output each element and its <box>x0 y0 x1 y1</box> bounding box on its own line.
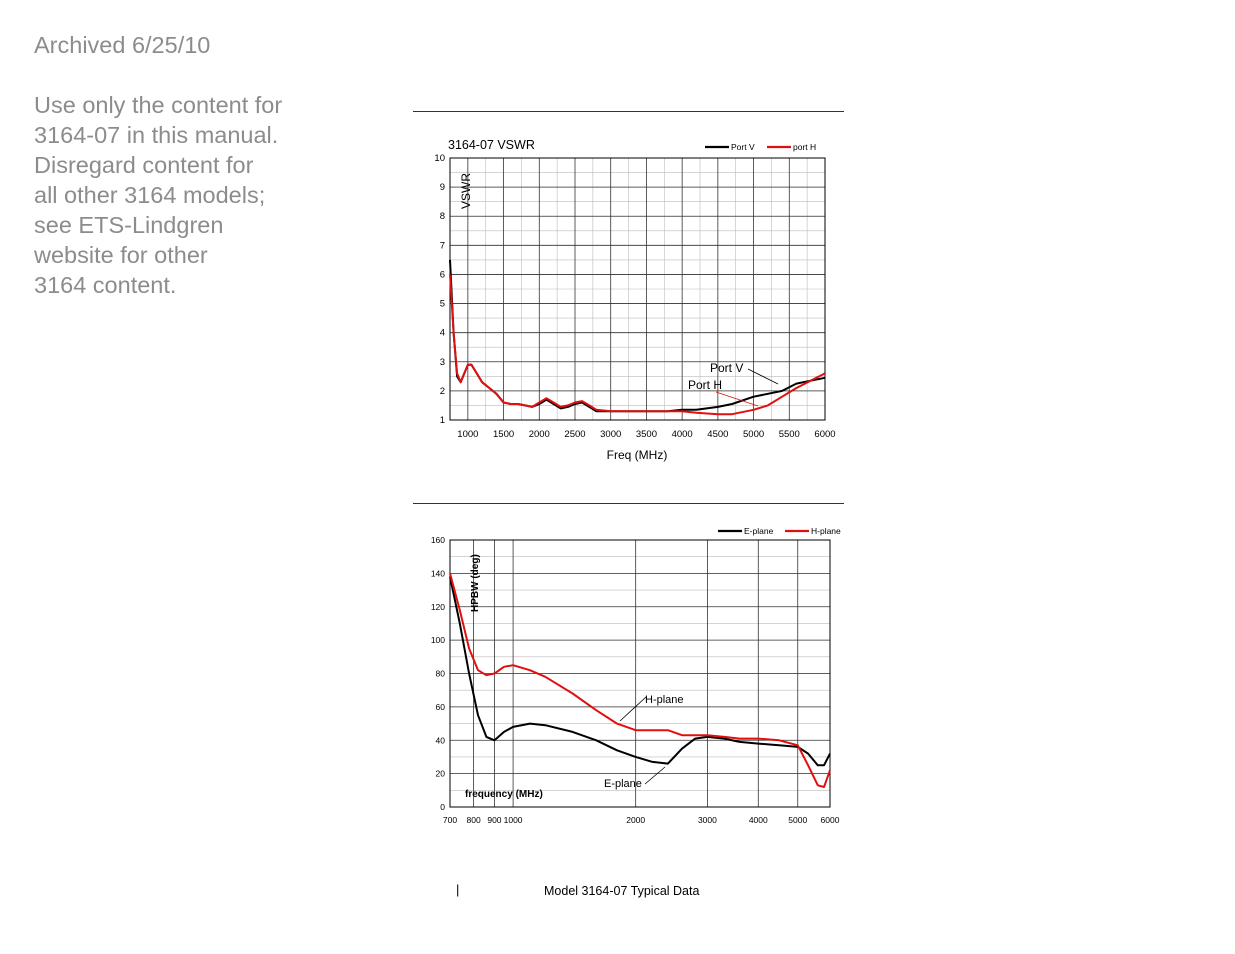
note-line: 3164 content. <box>34 272 177 298</box>
y-tick-label: 60 <box>435 701 445 712</box>
series-line-e-plane <box>450 577 830 766</box>
y-tick-label: 2 <box>439 385 445 397</box>
y-tick-label: 7 <box>439 240 445 252</box>
annotation-e-plane: E-plane <box>604 778 642 790</box>
y-axis-label: VSWR <box>459 173 473 209</box>
y-tick-label: 10 <box>434 153 445 164</box>
legend-label: E-plane <box>744 526 774 536</box>
annotation-h-plane: H-plane <box>645 694 684 706</box>
note-line: Disregard content for <box>34 152 254 178</box>
archived-date: Archived 6/25/10 <box>34 32 211 58</box>
y-tick-label: 80 <box>435 668 445 679</box>
note-line: all other 3164 models; <box>34 182 266 208</box>
y-tick-label: 120 <box>430 601 445 612</box>
y-tick-label: 160 <box>430 535 445 545</box>
x-tick-label: 5000 <box>788 815 808 825</box>
note-line: Use only the content for <box>34 92 283 118</box>
hpbw-chart <box>431 526 841 825</box>
y-tick-label: 6 <box>439 269 445 281</box>
x-tick-label: 900 <box>487 815 502 825</box>
x-tick-label: 1000 <box>503 815 523 825</box>
x-tick-label: 6000 <box>814 429 836 440</box>
y-tick-label: 40 <box>435 735 445 746</box>
x-axis-label: Freq (MHz) <box>606 448 668 462</box>
y-tick-label: 3 <box>439 356 445 368</box>
annotation-port-v: Port V <box>710 361 744 375</box>
x-tick-label: 4500 <box>707 429 729 440</box>
x-tick-label: 700 <box>442 815 458 825</box>
y-tick-label: 5 <box>439 298 445 310</box>
annotation-arrow <box>620 697 646 721</box>
x-tick-label: 1500 <box>493 429 515 440</box>
series-line-h-plane <box>450 573 830 787</box>
x-tick-label: 6000 <box>820 815 840 825</box>
x-axis-label: frequency (MHz) <box>465 789 543 800</box>
x-tick-label: 2000 <box>528 429 550 440</box>
y-tick-label: 4 <box>439 327 445 339</box>
chart-title: 3164-07 VSWR <box>448 138 535 152</box>
x-tick-label: 800 <box>466 815 481 825</box>
legend-label: port H <box>793 142 817 152</box>
footer-separator: | <box>456 882 460 897</box>
series-line-port-v <box>450 260 825 411</box>
y-tick-label: 8 <box>439 211 445 223</box>
x-tick-label: 5500 <box>778 429 800 440</box>
x-tick-label: 1000 <box>457 429 479 440</box>
y-tick-label: 20 <box>435 768 445 779</box>
vswr-chart <box>434 138 835 462</box>
x-tick-label: 3500 <box>635 429 657 440</box>
y-axis-label: HPBW (deg) <box>470 554 481 612</box>
annotation-arrow <box>645 767 665 784</box>
legend-label: H-plane <box>811 526 841 536</box>
y-tick-label: 100 <box>430 635 445 646</box>
x-tick-label: 4000 <box>671 429 693 440</box>
annotation-port-h: Port H <box>688 378 723 392</box>
note-line: 3164-07 in this manual. <box>34 122 279 148</box>
x-tick-label: 2000 <box>626 815 646 825</box>
x-tick-label: 5000 <box>743 429 765 440</box>
x-tick-label: 3000 <box>600 429 622 440</box>
y-tick-label: 9 <box>439 182 445 194</box>
y-tick-label: 1 <box>439 415 445 426</box>
legend-label: Port V <box>731 142 755 152</box>
y-tick-label: 140 <box>430 568 445 579</box>
note-line: website for other <box>34 242 208 268</box>
footer-caption: Model 3164-07 Typical Data <box>544 884 700 898</box>
x-tick-label: 3000 <box>697 815 717 825</box>
y-tick-label: 0 <box>440 802 445 812</box>
x-tick-label: 4000 <box>748 815 768 825</box>
note-line: see ETS-Lindgren <box>34 212 224 238</box>
annotation-arrow <box>716 392 758 406</box>
x-tick-label: 2500 <box>564 429 586 440</box>
